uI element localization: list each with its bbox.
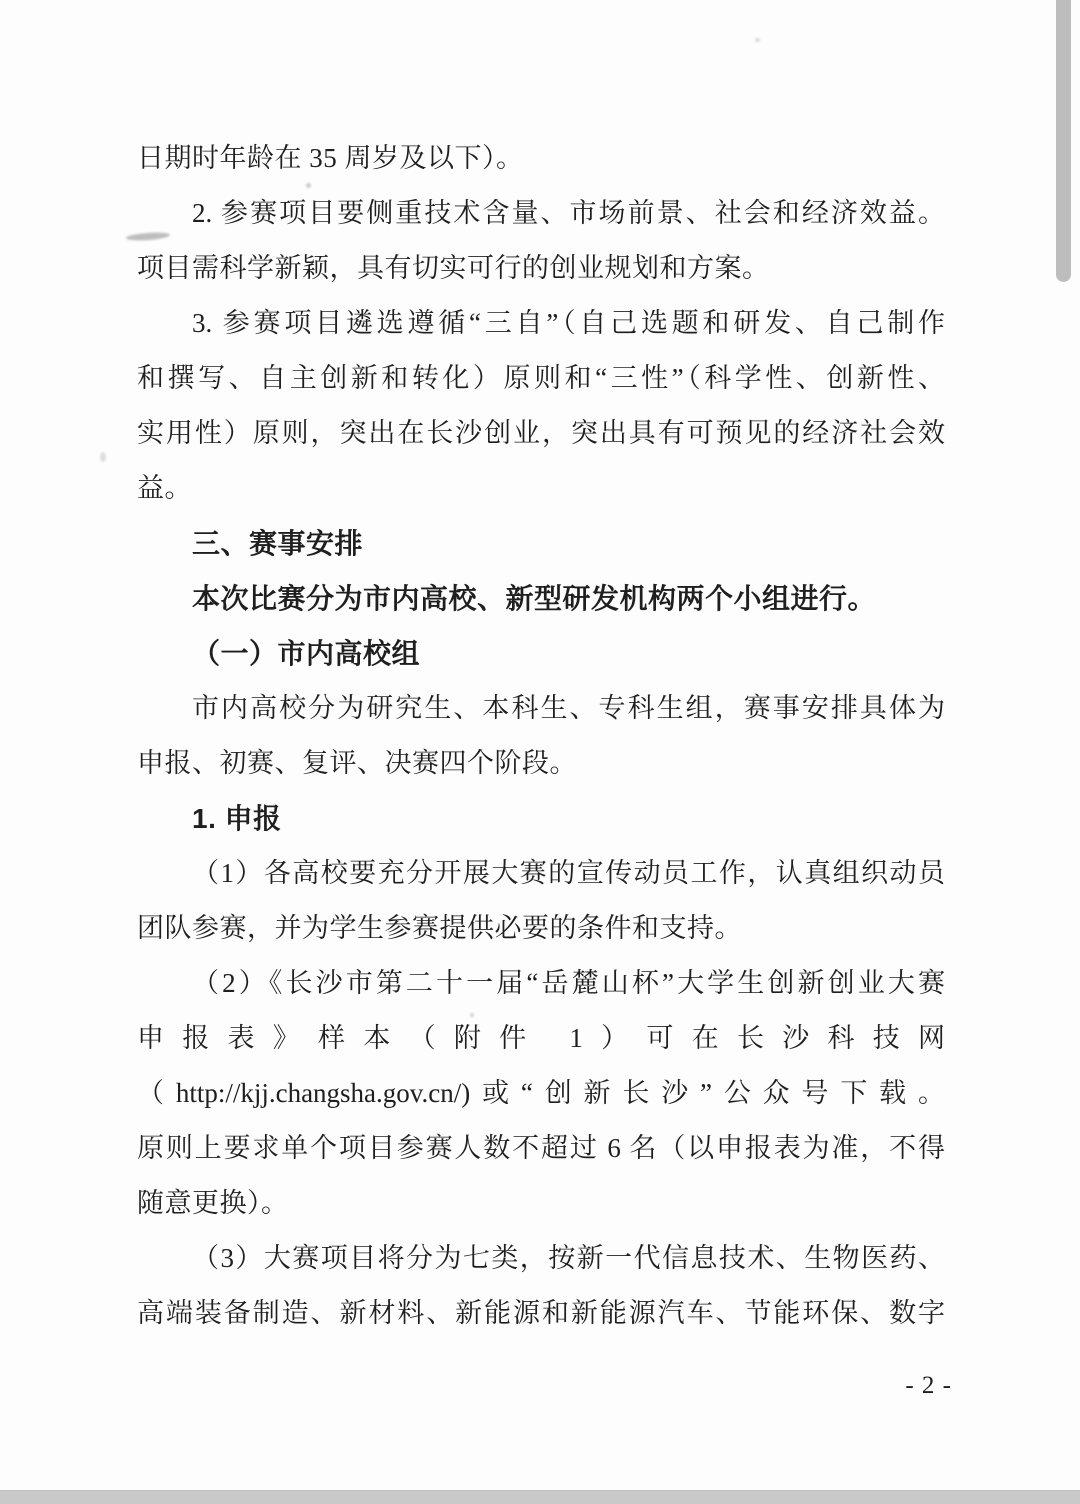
text-line-16: （2）《长沙市第二十一届“岳麓山杯”大学生创新创业大赛: [192, 968, 945, 998]
bottom-bar: [0, 1490, 1080, 1504]
scan-artifact: [755, 38, 760, 42]
document-text-area: [137, 131, 945, 1341]
text-line-10: （一）市内高校组: [192, 638, 421, 669]
text-line-9: 本次比赛分为市内高校、新型研发机构两个小组进行。: [192, 583, 877, 614]
text-line-1: 日期时年龄在 35 周岁及以下）。: [137, 143, 524, 173]
text-line-4: 3. 参赛项目遴选遵循“三自”（自己选题和研发、自己制作: [192, 308, 945, 338]
text-line-21: （3）大赛项目将分为七类，按新一代信息技术、生物医药、: [192, 1243, 945, 1273]
text-line-15: 团队参赛，并为学生参赛提供必要的条件和支持。: [137, 913, 742, 943]
text-line-18: （http://kjj.changsha.gov.cn/)或“创新长沙”公众号下载。: [137, 1078, 945, 1108]
page-number: - 2 -: [905, 1372, 952, 1399]
text-line-14: （1）各高校要充分开展大赛的宣传动员工作，认真组织动员: [192, 858, 945, 888]
text-line-8: 三、赛事安排: [192, 528, 364, 559]
text-line-19: 原则上要求单个项目参赛人数不超过 6 名（以申报表为准，不得: [137, 1133, 945, 1163]
text-line-11: 市内高校分为研究生、本科生、专科生组，赛事安排具体为: [192, 693, 945, 723]
text-line-3: 项目需科学新颖，具有切实可行的创业规划和方案。: [137, 253, 770, 283]
text-line-12: 申报、初赛、复评、决赛四个阶段。: [137, 748, 577, 778]
scan-artifact: [100, 452, 106, 462]
text-line-6: 实用性）原则，突出在长沙创业，突出具有可预见的经济社会效: [137, 418, 945, 448]
vertical-scrollbar-thumb[interactable]: [1056, 0, 1071, 282]
text-line-7: 益。: [137, 473, 192, 503]
scan-artifact: [470, 1013, 474, 1017]
text-line-22: 高端装备制造、新材料、新能源和新能源汽车、节能环保、数字: [137, 1298, 945, 1328]
text-line-2: 2. 参赛项目要侧重技术含量、市场前景、社会和经济效益。: [192, 198, 945, 228]
text-line-20: 随意更换）。: [137, 1188, 289, 1218]
scan-artifact: [306, 183, 311, 188]
text-line-13: 1. 申报: [192, 803, 282, 834]
text-line-17: 申报表》样本（附件 1）可在长沙科技网: [137, 1023, 945, 1053]
text-line-5: 和撰写、自主创新和转化）原则和“三性”（科学性、创新性、: [137, 363, 945, 393]
